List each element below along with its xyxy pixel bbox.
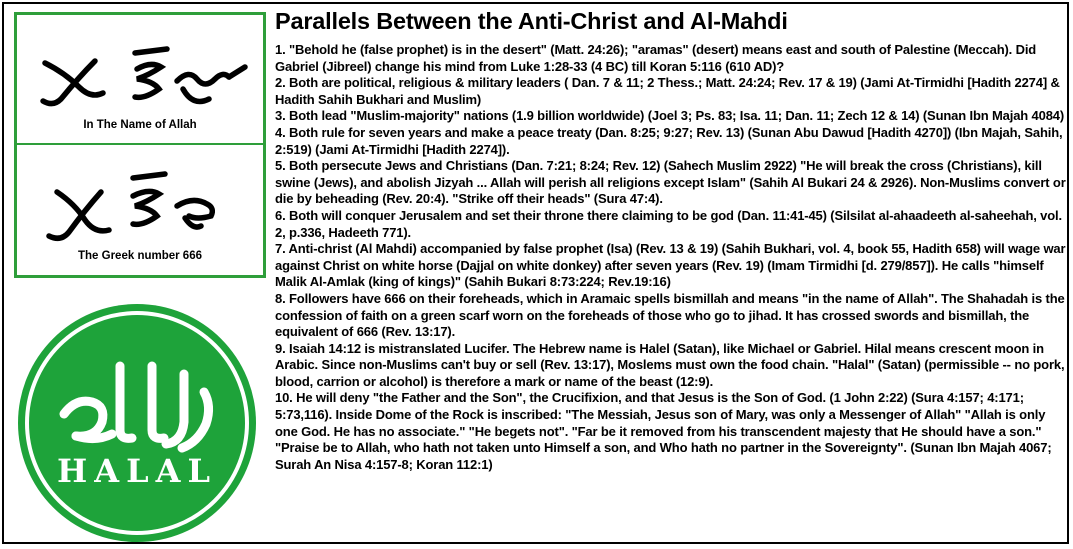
point-1: 1. "Behold he (false prophet) is in the desert" (Matt. 24:26); "aramas" (desert) means east and south of Palestine (Meccah). Did Gabriel (Jibreel) change his mind from Luke 1:28-33 (4 BC) till Koran 5:116 (610 AD)? — [275, 42, 1037, 74]
point-3: 3. Both lead "Muslim-majority" nations (1.9 billion worldwide) (Joel 3; Ps. 83; Isa. 11; Dan. 11; Zech 12 & 14) (Sunan Ibn Majah 4084) — [275, 108, 1065, 124]
point-7: 7. Anti-christ (Al Mahdi) accompanied by false prophet (Isa) (Rev. 13 & 19) (Sahih Bukhari, vol. 4, book 55, Hadith 658) will wage war against Christ on white horse (Dajjal on white donkey) after seven years (Rev. 19) (Imam Tirmidhi [d. 279/857]). He calls "himself Malik Al-Amlak (king of kings)" (Sahih Bukari 8:73:224; Rev.19:16) — [275, 241, 1066, 290]
article — [275, 6, 1067, 473]
point-10: 10. He will deny "the Father and the Son", the Crucifixion, and that Jesus is the Son of God. (1 John 2:22) (Sura 4:157; 4:171; 5:73,116). Inside Dome of the Rock is inscribed: "The Messiah, Jesus son of Mary, was only a Messenger of Allah" "Allah is only one God. He has no associate." "He begets not". "Far be it removed from his transcendent majesty that He should have a son." "Praise be to Allah, who hath not taken unto Himself a son, and Who hath no partner in the Sovereignty". (Sunan Ibn Majah 4067; Surah An Nisa 4:157-8; Koran 112:1) — [275, 390, 1052, 472]
greek-666-panel — [17, 146, 263, 274]
point-9: 9. Isaiah 14:12 is mistranslated Lucifer. The Hebrew name is Halel (Satan), like Michael or Gabriel. Hilal means crescent moon in Arabic. Since non-Muslims can't buy or sell (Rev. 13:17), Moslems must own the food chain. "Halal" (Satan) (permissible -- no pork, blood, carrion or alcohol) is therefore a mark or name of the beast (12:9). — [275, 340, 1065, 389]
point-5: 5. Both persecute Jews and Christians (Dan. 7:21; 8:24; Rev. 12) (Sahech Muslim 2922) "He will break the cross (Christians), kill swine (Jews), and abolish Jizyah ... Allah will perish all religions except Islam" (Sahih Al Bukari 24 & 2926). Non-Muslims convert or die by beheading (Rev. 20:4). "Strike off their heads" (Sura 47:4). — [275, 158, 1066, 207]
panel-divider — [17, 143, 263, 145]
greek-666-caption: The Greek number 666 — [78, 250, 202, 262]
point-2: 2. Both are political, religious & military leaders ( Dan. 7 & 11; 2 Thess.; Matt. 24:24; Rev. 17 & 19) (Jami At-Tirmidhi [Hadith 2274] & Hadith Sahih Bukhari and Muslim) — [275, 75, 1060, 107]
point-4: 4. Both rule for seven years and make a peace treaty (Dan. 8:25; 9:27; Rev. 13) (Sunan Abu Dawud [Hadith 4270]) (Ibn Majah, Sahih, 2:519) (Jami At-Tirmidhi [Hadith 2274]). — [275, 124, 1063, 157]
article-title: Parallels Between the Anti-Christ and Al-Mahdi — [275, 8, 788, 34]
point-8: 8. Followers have 666 on their foreheads, which in Aramaic spells bismillah and means "in the name of Allah". The Shahadah is the confession of faith on a green scarf worn on the foreheads of those who go to jihad. It has crossed swords and bismillah, the equivalent of 666 (Rev. 13:17). — [275, 290, 1065, 340]
halal-logo-circle — [16, 302, 258, 544]
halal-word: HALAL — [57, 452, 217, 490]
points-list — [275, 42, 1067, 473]
left-column — [14, 12, 266, 540]
point-6: 6. Both will conquer Jerusalem and set their throne there claiming to be god (Dan. 11:41-45) (Silsilat al-ahaadeeth al-saheehah, vol. 2, p.336, Hadeeth 771). — [275, 207, 1062, 240]
halal-logo — [16, 302, 258, 544]
image-comparison-box — [14, 12, 266, 278]
bismillah-caption: In The Name of Allah — [83, 119, 197, 131]
bismillah-panel — [17, 15, 263, 143]
